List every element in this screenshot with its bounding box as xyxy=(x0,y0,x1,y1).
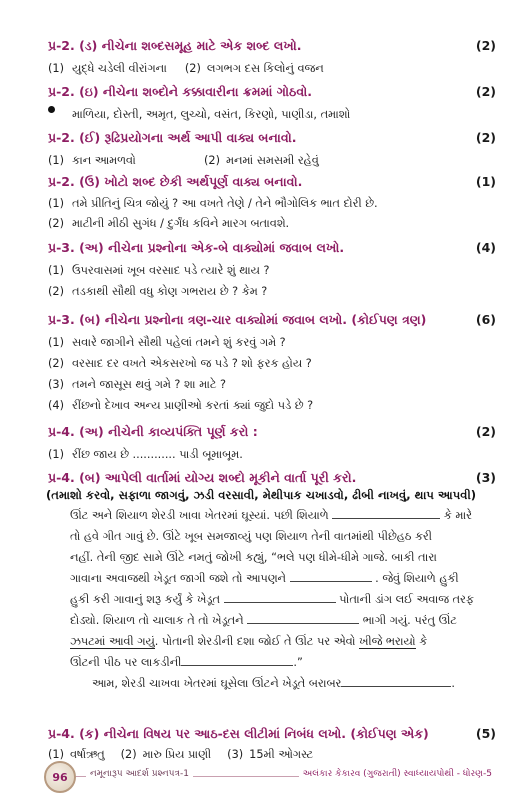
section-2d xyxy=(48,38,496,77)
marks: (5) xyxy=(475,726,496,741)
section-2ee xyxy=(48,130,496,169)
list-item: (3) તમને જાસૂસ થવું ગમે ? શા માટે ? xyxy=(48,378,226,391)
marks: (6) xyxy=(475,312,496,327)
question-title: પ્ર-3. (અ) નીચેના પ્રશ્નોના એક-બે વાક્યોમાં જવાબ લખો. xyxy=(48,240,345,255)
question-title: પ્ર-2. (ઇ) નીચેના શબ્દોને કક્કાવારીના ક્રમમાં ગોઠવો. xyxy=(48,84,312,99)
blank xyxy=(290,572,372,582)
list-item: (1) ઉપરવાસમાં ખૂબ વરસાદ પડે ત્યારે શું થાય ? xyxy=(48,264,270,277)
list-item: (1) વર્ષાઋતુ (2) મારુ પ્રિય પ્રાણી (3) 15મી ઓગસ્ટ xyxy=(48,748,314,761)
blank xyxy=(341,677,451,687)
page-footer xyxy=(44,769,496,787)
list-item: (2) વરસાદ દર વખતે એકસરખો જ પડે ? શો ફરક હોય ? xyxy=(48,357,312,370)
marks: (4) xyxy=(475,240,496,255)
list-item: (2) માટીની મીઠી સુગંધ / દુર્ગંધ કવિને મારગ બતાવશે. xyxy=(48,217,290,230)
marks: (2) xyxy=(475,424,496,439)
footer-right-title: અલંકાર કેકારવ (ગુજરાતી) સ્વાધ્યાયપોથી - ધોરણ-5 xyxy=(299,769,496,779)
footer-left-title: નમૂનારૂપ આદર્શ પ્રશ્નપત્ર-1 xyxy=(86,769,193,779)
bullet-icon xyxy=(48,106,55,113)
question-title: પ્ર-2. (ડ) નીચેના શબ્દસમૂહ માટે એક શબ્દ લખો. xyxy=(48,38,302,53)
list-item: માળિયા, દોસ્તી, અમૃત, લુચ્ચો, વસંત, કિરણો, પાણીડા, તમાશો xyxy=(48,106,496,123)
list-item: (1) તમે પ્રીતિનું ચિત્ર જોયું ? આ વખતે તેણે / તેને ભૌગોલિક ભાત દોરી છે. xyxy=(48,197,378,210)
question-title: પ્ર-2. (ઈ) રૂઢિપ્રયોગના અર્થ આપી વાક્ય બનાવો. xyxy=(48,130,297,145)
list-item: (1) યુદ્ધે ચડેલી વીરાંગના (2) લગભગ દસ કિલોનું વજન xyxy=(48,62,324,75)
list-item: (1) રીંછ જાય છે ............ પાડી બૂમાબૂમ. xyxy=(48,448,243,461)
question-title: પ્ર-2. (ઉ) ખોટો શબ્દ છેકી અર્થપૂર્ણ વાક્ય બનાવો. xyxy=(48,174,303,189)
section-3b xyxy=(48,312,496,414)
question-title: પ્ર-4. (બ) આપેલી વાર્તામાં યોગ્ય શબ્દો મૂકીને વાર્તા પૂરી કરો. xyxy=(48,470,357,485)
marks: (2) xyxy=(475,38,496,53)
section-4b xyxy=(48,470,496,694)
marks: (2) xyxy=(475,84,496,99)
section-4a xyxy=(48,424,496,463)
word-hint: (તમાશો કરવો, સફાળા જાગવું, ઝડી વરસાવી, મેથીપાક ચખાડવો, ઢીબી નાખવું, થાપ આપવી) xyxy=(46,488,477,502)
question-title: પ્ર-4. (ક) નીચેના વિષય પર આઠ-દસ લીટીમાં નિબંધ લખો. (કોઈપણ એક) xyxy=(48,726,429,741)
section-2e xyxy=(48,84,496,123)
marks: (1) xyxy=(475,174,496,189)
marks: (3) xyxy=(475,470,496,485)
question-title: પ્ર-4. (અ) નીચેની કાવ્યપંક્તિ પૂર્ણ કરો : xyxy=(48,424,258,439)
section-4c xyxy=(48,726,496,763)
blank xyxy=(332,509,440,519)
section-2u xyxy=(48,174,496,232)
question-title: પ્ર-3. (બ) નીચેના પ્રશ્નોના ત્રણ-ચાર વાક્યોમાં જવાબ લખો. (કોઈપણ ત્રણ) xyxy=(48,312,427,327)
list-item: (2) તડકાથી સૌથી વધુ કોણ ગભરાય છે ? કેમ ? xyxy=(48,285,268,298)
blank xyxy=(247,614,359,624)
marks: (2) xyxy=(475,130,496,145)
list-item: (1) કાન આમળવો (2) મનમાં સમસમી રહેવું xyxy=(48,154,319,167)
list-item: (4) રીંછનો દેખાવ અન્ય પ્રાણીઓ કરતાં ક્યાં જુદો પડે છે ? xyxy=(48,399,314,412)
blank xyxy=(181,656,293,666)
page-number-badge: 96 xyxy=(44,761,76,793)
story-paragraph: ઊંટ અને શિયાળ શેરડી ખાવા ખેતરમાં ઘૂસ્યાં. પછી શિયાળે કે મારે તો હવે ગીત ગાવું છે. ઊંટે ખૂબ સમજાવ્યું પણ શિયાળ તેની વાતમાંથી પીછેહઠ કરી નહીં. તેની જીદ સામે ઊંટે નમતું જોખી કહ્યું, “ભલે પણ ધીમે-ધીમે ગાજે. બાકી તારા ગાવાના અવાજથી ખેડૂત જાગી જશે તો આપણને . જેવું શિયાળે હુકી હુકી કરી ગાવાનું શરૂ કર્યું કે ખેડૂત પોતાની ડાંગ લઈ અવાજ તરફ દોડ્યો. શિયાળ તો ચાલાક તે તો ખેડૂતને ભાગી ગયું. પરંતુ ઊંટ ઝપટમાં આવી ગયું. પોતાની શેરડીની દશા જોઈ તે ઊંટ પર એવો ખીજે ભરાયો કે ઊંટની પીઠ પર લાકડીની .” આમ, શેરડી ચાખવા ખેતરમાં ઘૂસેલા ઊંટને ખેડૂતે બરાબર . xyxy=(70,509,474,690)
section-3a xyxy=(48,240,496,300)
blank xyxy=(224,593,336,603)
list-item: (1) સવારે જાગીને સૌથી પહેલાં તમને શું કરવું ગમે ? xyxy=(48,336,286,349)
